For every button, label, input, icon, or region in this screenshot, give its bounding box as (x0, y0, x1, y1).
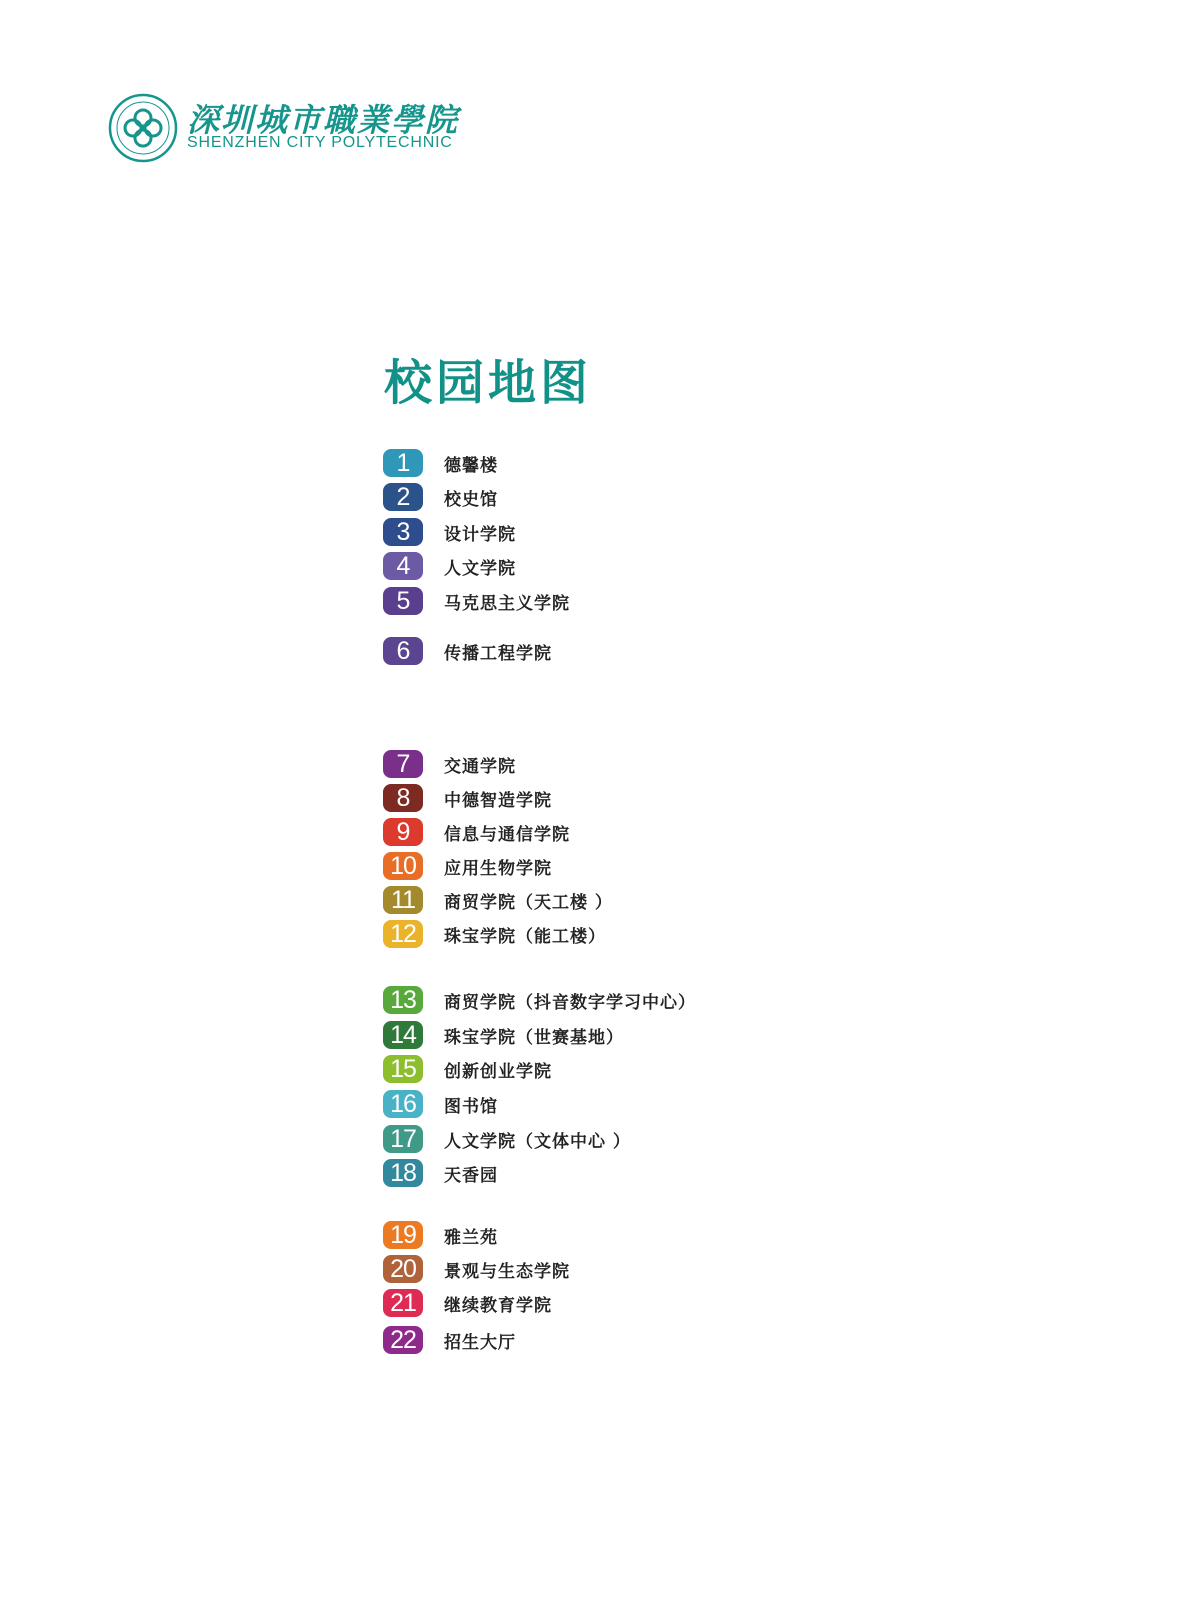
legend-item (383, 637, 552, 665)
legend-item (383, 449, 498, 477)
legend-number-badge: 21 (383, 1289, 423, 1317)
legend-item (383, 587, 570, 615)
legend-item (383, 886, 613, 914)
legend-number-badge: 5 (383, 587, 423, 615)
legend-label: 德馨楼 (444, 455, 498, 476)
legend-item (383, 1326, 516, 1354)
legend-label: 珠宝学院（世赛基地） (444, 1027, 624, 1048)
school-name-english: SHENZHEN CITY POLYTECHNIC (187, 134, 453, 151)
legend-item (383, 750, 516, 778)
legend-item (383, 518, 516, 546)
legend-number-badge: 22 (383, 1326, 423, 1354)
legend-item (383, 1055, 552, 1083)
legend-number-badge: 9 (383, 818, 423, 846)
legend-item (383, 1125, 631, 1153)
legend-label: 设计学院 (444, 524, 516, 545)
legend-number-badge: 19 (383, 1221, 423, 1249)
legend-label: 景观与生态学院 (444, 1261, 570, 1282)
legend-number-badge: 10 (383, 852, 423, 880)
legend-label: 继续教育学院 (444, 1295, 552, 1316)
legend-item (383, 784, 552, 812)
legend-item (383, 920, 606, 948)
legend-item (383, 986, 696, 1014)
legend-label: 珠宝学院（能工楼） (444, 926, 606, 947)
legend-label: 中德智造学院 (444, 790, 552, 811)
legend-label: 图书馆 (444, 1096, 498, 1117)
legend-item (383, 1221, 498, 1249)
legend-label: 应用生物学院 (444, 858, 552, 879)
legend-number-badge: 7 (383, 750, 423, 778)
legend-number-badge: 14 (383, 1021, 423, 1049)
legend-number-badge: 18 (383, 1159, 423, 1187)
legend-label: 商贸学院（天工楼 ） (444, 892, 613, 913)
legend-label: 商贸学院（抖音数字学习中心） (444, 992, 696, 1013)
legend-label: 马克思主义学院 (444, 593, 570, 614)
school-name-chinese: 深圳城市職業學院 (187, 101, 460, 139)
legend-number-badge: 11 (383, 886, 423, 914)
legend-number-badge: 16 (383, 1090, 423, 1118)
legend-label: 天香园 (444, 1165, 498, 1186)
legend-item (383, 1255, 570, 1283)
legend-number-badge: 1 (383, 449, 423, 477)
legend-item (383, 483, 498, 511)
legend-number-badge: 2 (383, 483, 423, 511)
legend-number-badge: 15 (383, 1055, 423, 1083)
legend-item (383, 552, 516, 580)
legend-label: 校史馆 (444, 489, 498, 510)
legend-number-badge: 17 (383, 1125, 423, 1153)
legend-label: 人文学院 (444, 558, 516, 579)
legend-label: 交通学院 (444, 756, 516, 777)
legend-label: 雅兰苑 (444, 1227, 498, 1248)
legend-number-badge: 12 (383, 920, 423, 948)
legend-number-badge: 4 (383, 552, 423, 580)
legend-number-badge: 13 (383, 986, 423, 1014)
legend-number-badge: 3 (383, 518, 423, 546)
legend-number-badge: 20 (383, 1255, 423, 1283)
legend-item (383, 1090, 498, 1118)
legend-item (383, 852, 552, 880)
legend-label: 创新创业学院 (444, 1061, 552, 1082)
legend-item (383, 1159, 498, 1187)
page-title: 校园地图 (384, 355, 593, 411)
legend-label: 人文学院（文体中心 ） (444, 1131, 631, 1152)
legend-item (383, 818, 570, 846)
legend-label: 招生大厅 (444, 1332, 516, 1353)
legend-item (383, 1289, 552, 1317)
legend-label: 传播工程学院 (444, 643, 552, 664)
legend-number-badge: 6 (383, 637, 423, 665)
legend-label: 信息与通信学院 (444, 824, 570, 845)
legend-number-badge: 8 (383, 784, 423, 812)
legend-item (383, 1021, 624, 1049)
